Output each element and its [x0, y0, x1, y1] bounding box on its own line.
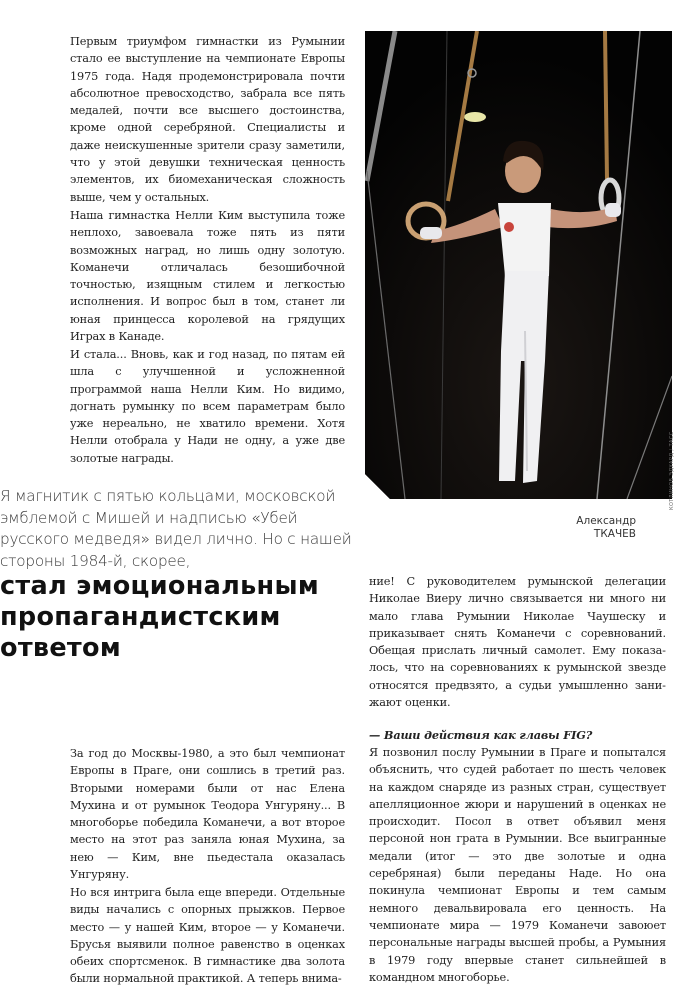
photo-credit: КОТЛИНОВ ЭДУАРД / ТАСС: [669, 431, 675, 510]
article-paragraph: И стала... Вновь, как и год назад, по пятам ей шла с улучшенной и усложненной программой наша Нелли Ким. Но видимо, догнать румынку по всем параметрам было уже нереально, не хватило времени. Хотя Нелли отобрала у Нади не одну, а уже две золотые награды.: [70, 348, 345, 465]
pull-quote-headline: стал эмоциональным пропагандистским ответом: [0, 571, 319, 663]
article-paragraph: Но вся интрига была еще впереди. Отдельные виды начались с опорных прыжков. Первое место — у нашей Ким, второе — у Команечи. Брусья выявили полное равенство в оценках обеих спортсменок. В гимнастике два золота были нормальной практикой. А теперь внима-: [70, 886, 345, 986]
pull-quote-lead: Я магнитик с пятью кольцами, московской эмблемой с Мишей и надписью «Убей русского медведя» видел лично. Но с нашей стороны 1984-й, скорее,: [0, 487, 352, 570]
author-first-name: Александр: [576, 515, 636, 527]
gymnast-photo: [365, 31, 672, 499]
article-paragraph: Наша гимнастка Нелли Ким выступила тоже неплохо, завоевала тоже пять из пяти возможных наград, но лишь одну золотую. Команечи отличалась безошибочной точностью, изящным стилем и легкостью исполнения. И вопрос был в том, станет ли юная принцесса королевой на грядущих Играх в Канаде.: [70, 209, 345, 344]
article-paragraph: Первым триумфом гимнастки из Румынии стало ее выступление на чемпионате Европы 1975 года. Надя продемонстрировала почти абсолютное превосходство, забрала все пять медалей, почти все высшего достоинства, кроме одной серебряной. Специалисты и даже неискушенные зрители сразу заметили, что у этой девушки техническая ценность элементов, их биомеханическая сложность выше, чем у остальных.: [70, 35, 345, 204]
author-last-name: ТКАЧЕВ: [593, 528, 636, 540]
author-byline: [576, 515, 636, 541]
article-paragraph: За год до Москвы-1980, а это был чемпионат Европы в Праге, они сошлись в третий раз. Вторыми номерами были от нас Елена Мухина и от румынок Теодора Унгуряну... В многоборье победила Команечи, а вот второе место на этот раз заняла юная Мухина, за нею — Ким, вне пьедестала оказалась Унгуряну.: [70, 747, 345, 882]
article-paragraph: ние! С руководителем румынской делегации Николае Виеру лично связывается ни много ни мало глава Румынии Николае Чаушеску и приказывает снять Команечи с соревнований. Обещая прислать личный самолет. Ему показалось, что на соревнованиях к румынской звезде относятся предвзято, а судьи умышленно занижают оценки.: [369, 575, 666, 710]
interview-question: — Ваши действия как главы FIG?: [369, 728, 593, 742]
interview-answer: Я позвонил послу Румынии в Праге и попытался объяснить, что судей работает по шесть человек на каждом снаряде из разных стран, существует апелляционное жюри и нарушений в оценках не происходит. Посол в ответ объявил меня персоной нон грата в Румынии. Все выигранные медали (итог — это две золотые и одна серебряная) были переданы Наде. Но она покинула чемпионат Европы и тем самым немного девальвировала его ценность. На чемпионате мира — 1979 Команечи завоюет персональные награды высшей пробы, а Румыния в 1979 году впервые станет сильнейшей в командном многоборье.: [369, 746, 666, 984]
gymnast-rings-illustration: [365, 31, 672, 499]
